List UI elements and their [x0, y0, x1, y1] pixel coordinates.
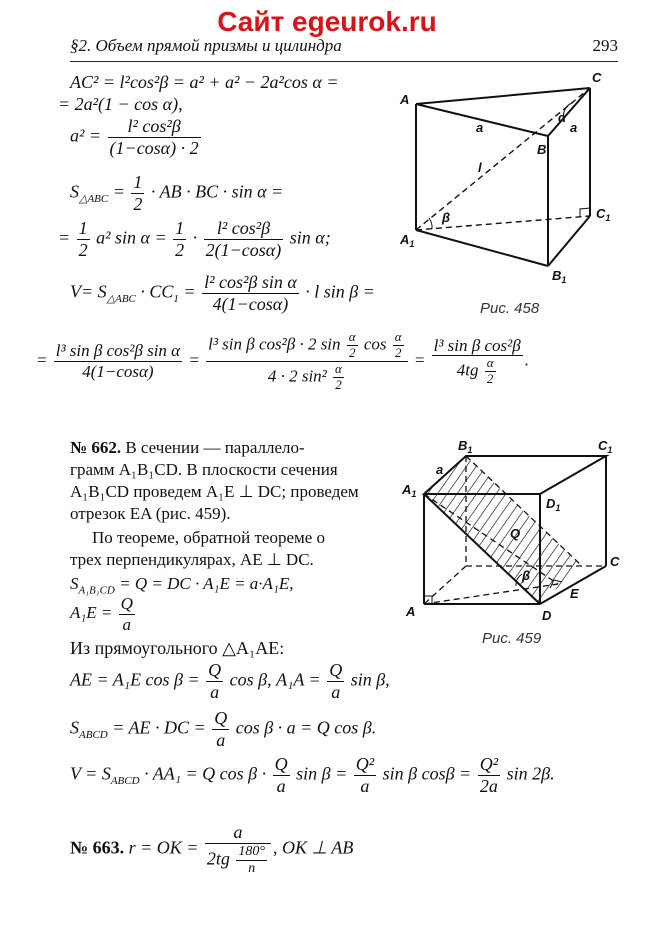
problem-662-line-3: A₁B₁CD проведем A₁E ⊥ DC; проведем: [70, 482, 359, 501]
vertex-label-c1: $C_1$: [598, 438, 613, 455]
eq-ac-squared: AC² = l²cos²β = a² + a² − 2a²cos α =: [70, 72, 339, 92]
problem-662-line-6: трех перпендикулярах, AE ⊥ DC.: [70, 550, 314, 569]
eq-volume-final: = $\frac{\text{l³ sin β cos²β sin α}}{4(1-\cos\alpha)}$ = l³ sin β cos²β · 2 sin $\frac{\alpha}{2}$ cos $\frac{\alpha}{2}$ 4 · 2 sin² $\frac{\alpha}{2}$ = l³ sin β cos²β 4tg $\frac{\alpha}{2}$ .: [36, 329, 529, 392]
section-label-q: Q: [510, 526, 521, 541]
eq-2a2: = 2a²(1 − cos α),: [58, 94, 183, 114]
edge-label-l: l: [478, 160, 482, 175]
site-watermark: Сайт egeurok.ru: [217, 6, 437, 37]
vertex-label-a1: $A_1$: [402, 482, 417, 499]
eq-s-abcd: $S_{ABCD}$ = AE · DC = $\frac{Q}{a}$ cos β · a = Q cos β.: [70, 708, 377, 750]
problem-663-number: № 663.: [70, 837, 125, 858]
eq-s-abc: $S_{\triangle ABC}$ = $\frac{1}{2}$ · AB · BC · sin α =: [70, 172, 284, 214]
edge-label-a: a: [436, 462, 444, 477]
eq-s-section: $S_{A_1B_1CD} = Q$ = DC · A₁E = a·A₁E,: [70, 574, 294, 597]
eq-volume-662: $V = S_{ABCD} \cdot AA_1 = Q$ cos β · $\frac{Q}{a}$ sin β = $\frac{\text{Q²}}{a}$ sin β cosβ = $\frac{\text{Q²}}{2a}$ sin 2β.: [70, 754, 555, 796]
vertex-label-b: B: [537, 142, 547, 157]
problem-662-number: № 662.: [70, 438, 122, 457]
vertex-label-d1: $D_1$: [546, 496, 561, 513]
vertex-label-b1: $B_1$: [552, 268, 567, 285]
eq-ae: AE = A₁E cos β = $\frac{Q}{a}$ cos β, A₁A = $\frac{Q}{a}$ sin β,: [70, 660, 390, 702]
eq-a1e: A₁E = $\frac{Q}{a}$: [70, 594, 133, 634]
angle-label-alpha: α: [558, 110, 567, 125]
header-rule: [70, 61, 618, 62]
angle-label-beta: β: [522, 568, 531, 583]
figure-459-prism: [398, 438, 628, 628]
vertex-label-a1: $A_1$: [400, 232, 415, 249]
vertex-label-d: D: [542, 608, 552, 623]
problem-663-line: № 663. r = OK = a 2tg $\frac{180^\circ}{n}$ , OK ⊥ AB: [70, 822, 354, 876]
vertex-label-a: A: [406, 604, 416, 619]
figure-459-caption: Рис. 459: [482, 630, 542, 647]
vertex-label-c: C: [610, 554, 620, 569]
edge-label-a-1: a: [476, 120, 484, 135]
rect-triangle-line: Из прямоугольного △A₁AE:: [70, 638, 285, 658]
problem-662-line-1: № 662. В сечении — параллело-: [70, 438, 305, 457]
vertex-label-b1: $B_1$: [458, 438, 473, 455]
angle-label-beta: β: [442, 210, 451, 225]
eq-volume-1: $V= S_{\triangle ABC} \cdot CC_1$ = $\frac{\text{l² cos²β sin α}}{4(1-\cos\alpha)}$ · l sin β =: [70, 272, 375, 314]
vertex-label-a: A: [400, 92, 410, 107]
problem-662-line-5: По теореме, обратной теореме о: [92, 528, 326, 547]
page-number: 293: [592, 36, 618, 55]
vertex-label-c: C: [592, 70, 602, 85]
vertex-label-c1: $C_1$: [596, 206, 611, 223]
figure-458-caption: Рис. 458: [480, 300, 540, 317]
figure-458-prism: [392, 66, 624, 326]
problem-662-line-4: отрезок EA (рис. 459).: [70, 504, 231, 523]
eq-a-squared: a² = $\frac{\text{l² cos²β}}{(1-\cos\alpha) \cdot 2}$: [70, 116, 199, 158]
eq-s-abc-2: = $\frac{1}{2}$ a² sin α = $\frac{1}{2}$ · $\frac{\text{l² cos²β}}{2(1-\cos\alpha)}$ sin α;: [58, 218, 331, 260]
section-title: §2. Объем прямой призмы и цилиндра: [70, 36, 342, 55]
edge-label-a-2: a: [570, 120, 578, 135]
vertex-label-e: E: [570, 586, 579, 601]
problem-662-line-2: грамм A₁B₁CD. В плоскости сечения: [70, 460, 338, 479]
